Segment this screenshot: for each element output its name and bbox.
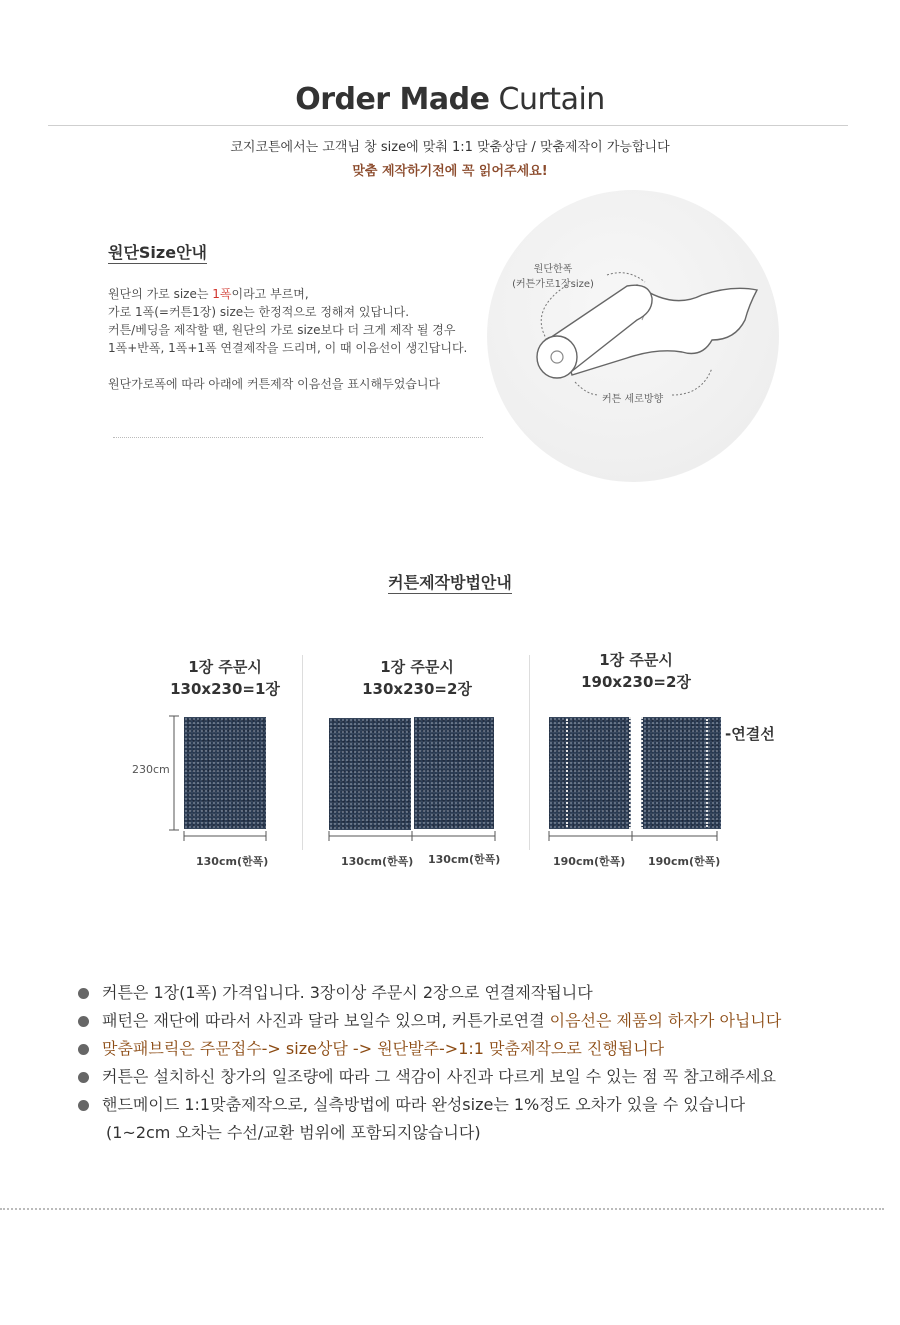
curtain-panel-3a	[549, 717, 631, 829]
col-3-size-label: 190x230=2장	[581, 673, 691, 691]
curtain-panel-2b	[414, 717, 494, 829]
fabric-line-1-pre: 원단의 가로 size는	[108, 287, 213, 301]
seam-line-3b	[706, 719, 708, 827]
fabric-size-section	[108, 240, 207, 263]
note-item-3	[78, 1038, 878, 1066]
col-2-size-label: 130x230=2장	[362, 680, 472, 698]
fabric-line-4: 1폭+반폭, 1폭+1폭 연결제작을 드리며, 이 때 이음선이 생긴답니다.	[108, 341, 468, 355]
note-4-text: 커튼은 설치하신 창가의 일조량에 따라 그 색감이 사진과 다르게 보일 수 있는 점 꼭 참고해주세요	[102, 1067, 776, 1086]
fabric-line-3: 커튼/베딩을 제작할 땐, 원단의 가로 size보다 더 크게 제작 될 경우	[108, 323, 456, 337]
diagram-label-width: 원단한폭	[533, 264, 573, 275]
height-bracket	[168, 715, 180, 831]
fabric-line-1-post: 이라고 부르며,	[231, 287, 309, 301]
bullet-dot-icon	[78, 1044, 89, 1055]
fabric-line-1-highlight: 1폭	[212, 287, 232, 301]
col-3-width-label-b: 190cm(한폭)	[648, 855, 721, 868]
length-arrow-guide	[672, 368, 712, 395]
width-arrow-guide	[607, 273, 645, 282]
bullet-dot-icon	[78, 988, 89, 999]
method-col-2-header	[352, 656, 482, 700]
method-col-1-header	[160, 656, 290, 700]
col-3-order-label: 1장 주문시	[599, 651, 673, 669]
width-bracket-1	[183, 830, 267, 842]
fabric-size-title: 원단Size안내	[108, 243, 207, 262]
width-bracket-2	[328, 830, 496, 842]
col-2-order-label: 1장 주문시	[380, 658, 454, 676]
col-1-width-label: 130cm(한폭)	[196, 855, 269, 868]
notice-text: 맞춤 제작하기전에 꼭 읽어주세요!	[352, 164, 548, 179]
fabric-line-1	[108, 285, 488, 303]
note-3-text: 맞춤패브릭은 주문접수-> size상담 -> 원단발주->1:1 맞춤제작으로 진행됩니다	[102, 1039, 665, 1058]
note-item-1	[78, 982, 878, 1010]
note-2-highlight: 이음선은 제품의 하자가 아닙니다	[549, 1011, 782, 1030]
title-light: Curtain	[498, 82, 605, 117]
method-title: 커튼제작방법안내	[388, 573, 512, 592]
bottom-dotted-divider	[0, 1208, 884, 1210]
note-item-4	[78, 1066, 878, 1094]
seam-label: -연결선	[725, 725, 775, 743]
note-2-text: 패턴은 재단에 따라서 사진과 달라 보일수 있으며, 커튼가로연결	[102, 1011, 550, 1030]
note-5-continuation: (1~2cm 오차는 수선/교환 범위에 포함되지않습니다)	[106, 1123, 481, 1142]
bullet-dot-icon	[78, 1072, 89, 1083]
width-bracket-3	[548, 830, 718, 842]
curtain-panel-3b	[641, 717, 721, 829]
note-5-text: 핸드메이드 1:1맞춤제작으로, 실측방법에 따라 완성size는 1%정도 오차가 있을 수 있습니다	[102, 1095, 746, 1114]
col-1-order-label: 1장 주문시	[188, 658, 262, 676]
notes-list	[78, 982, 878, 1150]
fabric-line-5: 원단가로폭에 따라 아래에 커튼제작 이음선을 표시해두었습니다	[108, 377, 441, 391]
fabric-size-description	[108, 285, 488, 393]
diagram-label-width-detail: (커튼가로1장size)	[512, 279, 594, 290]
diagram-label-top	[510, 260, 596, 290]
page-title	[0, 82, 900, 117]
curtain-panel-2a	[329, 718, 411, 830]
length-dotted-guide	[575, 382, 599, 395]
bullet-dot-icon	[78, 1100, 89, 1111]
note-item-2	[78, 1010, 878, 1038]
fabric-line-2: 가로 1폭(=커튼1장) size는 한정적으로 정해져 있답니다.	[108, 305, 410, 319]
note-item-5	[78, 1094, 878, 1122]
col-1-size-label: 130x230=1장	[170, 680, 280, 698]
col-3-width-label-a: 190cm(한폭)	[553, 855, 626, 868]
column-separator-1	[302, 655, 303, 850]
bullet-dot-icon	[78, 1016, 89, 1027]
curtain-panel-1	[184, 717, 266, 829]
fabric-roll-diagram	[487, 190, 779, 482]
diagram-label-bottom: 커튼 세로방향	[602, 394, 664, 405]
fabric-roll-end	[537, 336, 577, 378]
title-bold: Order Made	[295, 82, 490, 117]
method-section	[0, 570, 900, 593]
col-2-width-label-b: 130cm(한폭)	[428, 853, 501, 866]
subtitle: 코지코튼에서는 고객님 창 size에 맞춰 1:1 맞춤상담 / 맞춤제작이 가능합니다	[230, 140, 670, 155]
column-separator-2	[529, 655, 530, 850]
seam-line-3a	[566, 719, 568, 827]
title-divider	[48, 125, 848, 126]
height-label: 230cm	[132, 763, 170, 776]
method-col-3-header	[571, 649, 701, 693]
note-item-5-cont	[78, 1122, 878, 1150]
note-1-text: 커튼은 1장(1폭) 가격입니다. 3장이상 주문시 2장으로 연결제작됩니다	[102, 983, 593, 1002]
section-dotted-divider	[113, 437, 483, 438]
col-2-width-label-a: 130cm(한폭)	[341, 855, 414, 868]
